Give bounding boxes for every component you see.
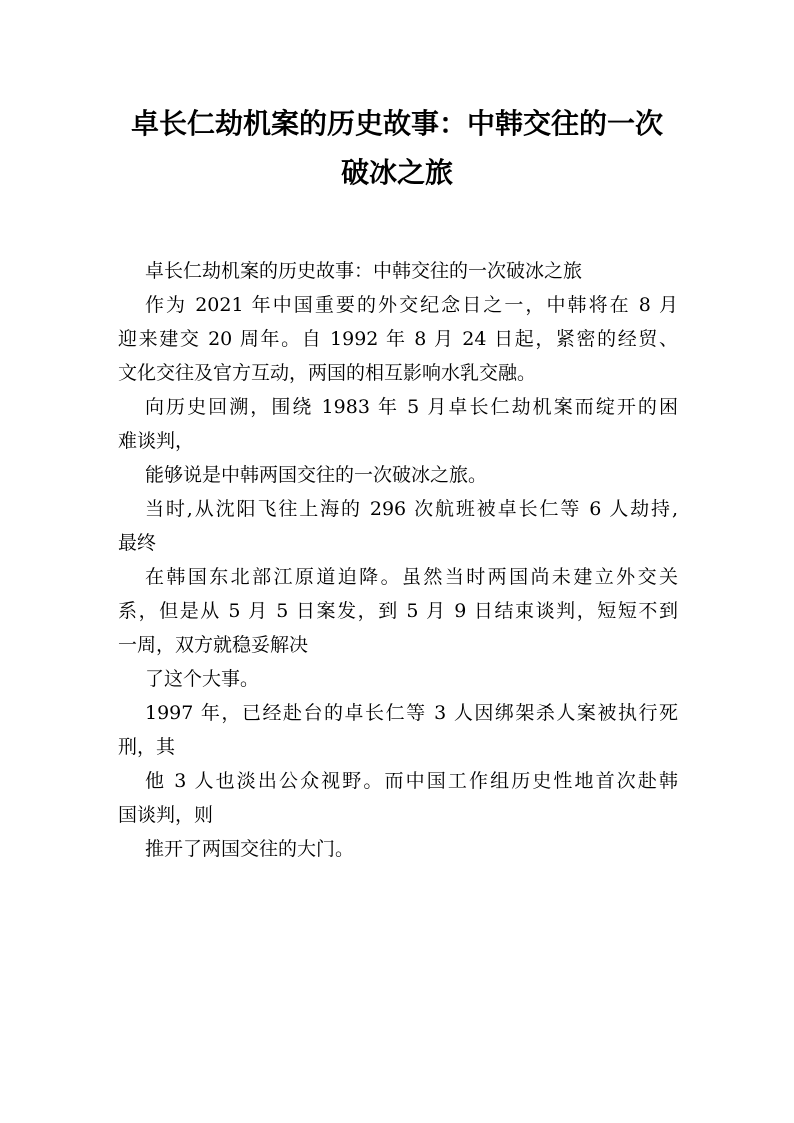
paragraph-line: 在韩国东北部江原道迫降。虽然当时两国尚未建立外交关 [145, 566, 678, 588]
paragraph-line: 了这个大事。 [145, 668, 260, 690]
paragraph-line: 刑，其 [118, 736, 176, 758]
paragraph-line: 卓长仁劫机案的历史故事：中韩交往的一次破冰之旅 [145, 260, 583, 282]
paragraph-line: 文化交往及官方互动，两国的相互影响水乳交融。 [118, 362, 537, 384]
paragraph-line: 当时,从沈阳飞往上海的 296 次航班被卓长仁等 6 人劫持, [145, 498, 678, 520]
paragraph-line: 迎来建交 20 周年。自 1992 年 8 月 24 日起，紧密的经贸、 [118, 328, 678, 350]
paragraph-line: 最终 [118, 532, 157, 554]
document-title-line-2: 破冰之旅 [340, 156, 453, 189]
paragraph-line: 向历史回溯，围绕 1983 年 5 月卓长仁劫机案而绽开的困 [145, 396, 678, 418]
paragraph-line: 一周，双方就稳妥解决 [118, 634, 309, 656]
paragraph-line: 能够说是中韩两国交往的一次破冰之旅。 [145, 464, 488, 486]
paragraph-line: 推开了两国交往的大门。 [145, 838, 355, 860]
paragraph-line: 难谈判， [118, 430, 195, 452]
paragraph-line: 1997 年，已经赴台的卓长仁等 3 人因绑架杀人案被执行死 [145, 702, 678, 724]
paragraph-line: 他 3 人也淡出公众视野。而中国工作组历史性地首次赴韩 [145, 770, 678, 792]
paragraph-line: 系，但是从 5 月 5 日案发，到 5 月 9 日结束谈判，短短不到 [118, 600, 678, 622]
document-body [118, 254, 678, 866]
paragraph-line: 作为 2021 年中国重要的外交纪念日之一，中韩将在 8 月 [145, 294, 678, 316]
document-title-line-1: 卓长仁劫机案的历史故事：中韩交往的一次 [130, 107, 663, 140]
paragraph-line: 国谈判，则 [118, 804, 214, 826]
